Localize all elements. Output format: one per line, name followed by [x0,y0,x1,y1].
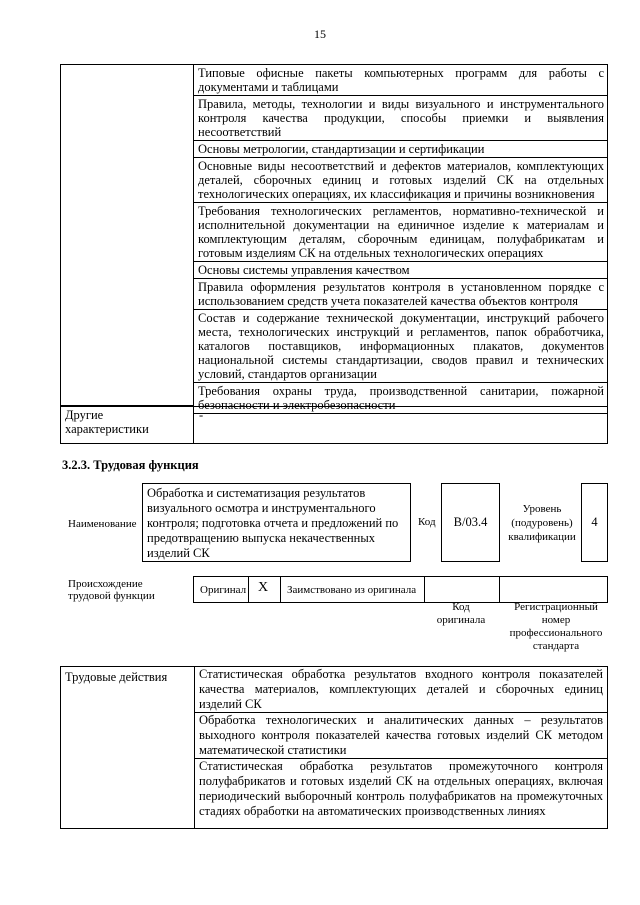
column-divider [499,577,500,602]
original-code-caption: Код оригинала [436,601,486,626]
knowledge-row: Основные виды несоответствий и дефектов материалов, комплектующих деталей, сборочных единиц и готовых изделий СК на отдельных технологических операциях, их классификация и причины возникновения [194,158,607,203]
knowledge-row: Правила, методы, технологии и виды визуального и инструментального контроля качества продукции, способы приемки и выявления несоответствий [194,96,607,141]
function-code: B/03.4 [441,483,500,562]
column-divider [280,577,281,602]
section-title: 3.2.3. Трудовая функция [62,458,199,472]
qualification-level: 4 [581,483,608,562]
origin-label-text: Происхождение трудовой функции [68,578,155,602]
function-name: Обработка и систематизация результатов визуального осмотра и инструментального контроля; подготовка отчета и предложений по предотвращению выпуска некачественных изделий СК [142,483,411,562]
knowledge-left-cell [60,64,193,406]
column-divider [193,407,194,443]
registration-number-caption: Регистрационный номер профессионального стандарта [509,601,603,652]
knowledge-row: Типовые офисные пакеты компьютерных программ для работы с документами и таблицами [194,65,607,96]
labor-actions-label: Трудовые действия [65,670,168,684]
name-label: Наименование [68,518,137,530]
knowledge-row: Основы системы управления качеством [194,262,607,279]
original-label: Оригинал [200,584,247,596]
origin-label [68,578,168,602]
labor-actions-table [60,666,608,829]
knowledge-row: Требования охраны труда, производственной санитарии, пожарной безопасности и электробезопасности [198,384,604,412]
page-number: 15 [314,27,326,41]
knowledge-row: Требования технологических регламентов, нормативно-технической и исполнительной документации на единичное изделие к материалам и комплектующим деталям, сборочным единицам, полуфабрикатам и готовым изделиям СК на отдельных технологических операциях [194,203,607,262]
labor-actions-list [195,667,607,819]
knowledge-row: Состав и содержание технической документации, инструкций рабочего места, технологических инструкций и регламентов, папок обработчика, каталогов поставщиков, информационных плакатов, документов национальной системы стандартизации, сводов правил и технических условий, стандартов организации [194,310,607,383]
other-characteristics-label: Другие характеристики [65,408,149,436]
column-divider [424,577,425,602]
column-divider [248,577,249,602]
labor-action-row: Статистическая обработка результатов входного контроля показателей качества материалов, комплектующих деталей и сборочных единиц изделий СК [195,667,607,713]
other-characteristics-value: - [199,408,204,422]
origin-box [193,576,608,603]
borrowed-label: Заимствовано из оригинала [287,584,417,596]
level-label: Уровень (подуровень) квалификации [508,503,576,543]
code-label: Код [418,516,436,528]
labor-action-row: Статистическая обработка результатов промежуточного контроля полуфабрикатов и готовых изделий СК на отдельных операциях, включая периодический выборочный контроль полуфабрикатов на промежуточных стадиях обработки на автоматических производственных линиях [199,759,603,818]
knowledge-list [193,64,608,414]
knowledge-row: Основы метрологии, стандартизации и сертификации [194,141,607,158]
knowledge-row: Правила оформления результатов контроля в установленном порядке с использованием средств учета показателей качества объектов контроля [194,279,607,310]
original-mark: X [258,580,269,595]
labor-action-row: Обработка технологических и аналитических данных – результатов выходного контроля показателей качества готовых изделий СК методом математической статистики [195,713,607,759]
other-characteristics-row [60,406,608,444]
